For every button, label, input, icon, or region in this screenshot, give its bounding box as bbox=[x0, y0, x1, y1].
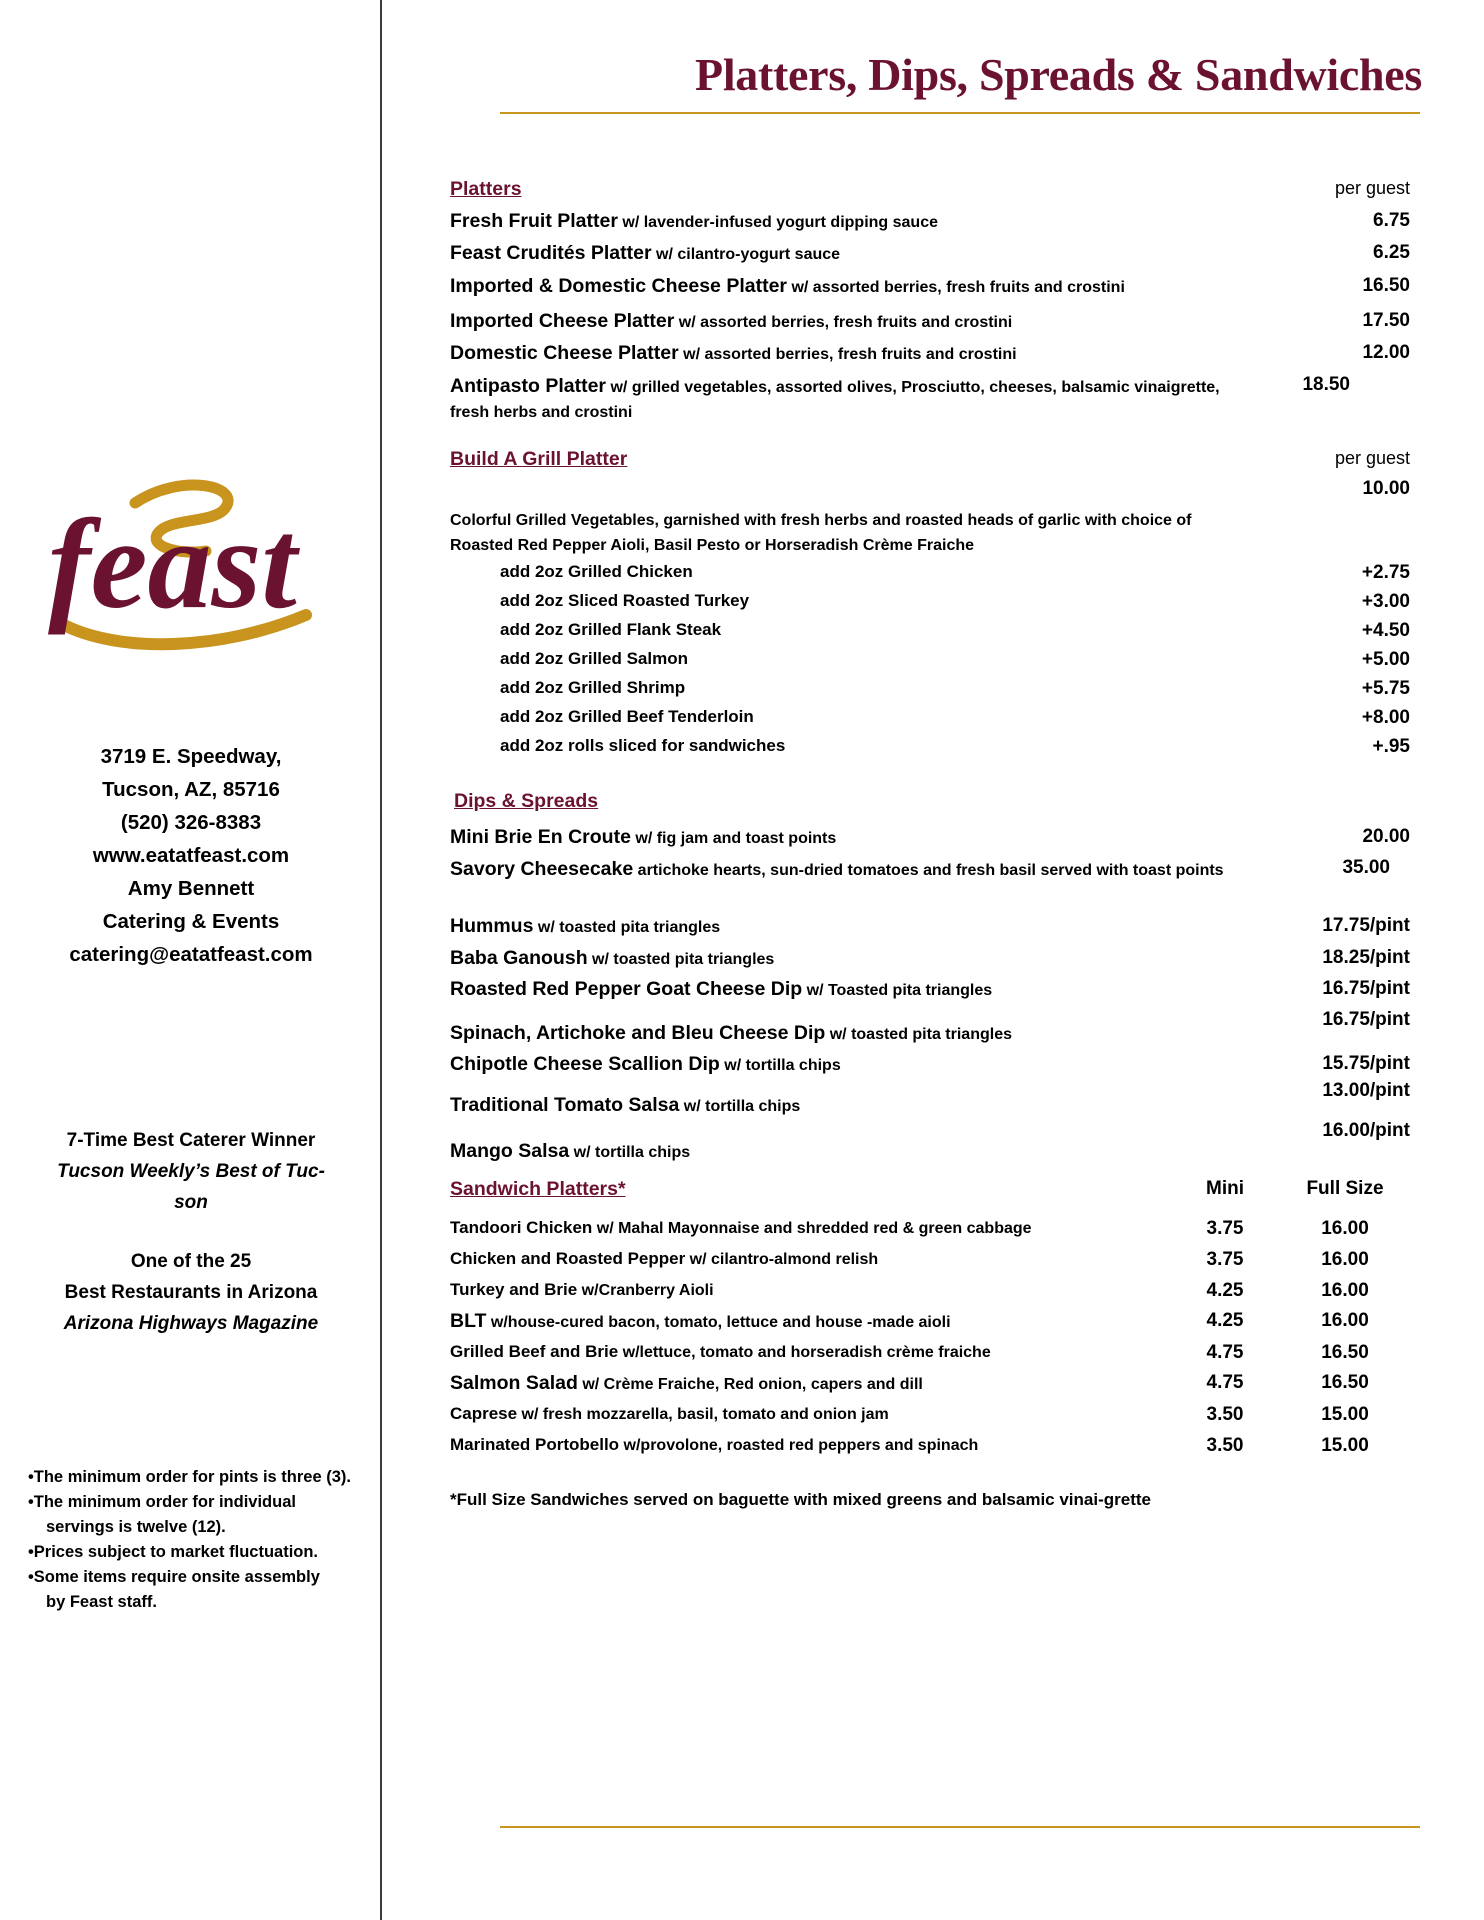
item-desc: w/ cilantro-almond relish bbox=[685, 1251, 879, 1268]
addon-price: +2.75 bbox=[1361, 562, 1410, 583]
price-full: 16.00 bbox=[1321, 1249, 1369, 1270]
item-desc: w/ tortilla chips bbox=[679, 1098, 801, 1115]
addon-row bbox=[500, 620, 1410, 642]
addon-price: +.95 bbox=[1372, 736, 1410, 757]
price-mini: 3.75 bbox=[1206, 1218, 1244, 1239]
item-desc: w/ assorted berries, fresh fruits and crostini bbox=[787, 279, 1125, 296]
item-price: 18.50 bbox=[1302, 374, 1350, 395]
addon-row bbox=[500, 678, 1410, 700]
section-header-platters bbox=[450, 178, 1410, 201]
addon-price: +5.75 bbox=[1361, 678, 1410, 699]
addon-name: add 2oz rolls sliced for sandwiches bbox=[500, 736, 786, 755]
price-full: 16.50 bbox=[1321, 1342, 1369, 1363]
addon-name: add 2oz Grilled Chicken bbox=[500, 562, 693, 581]
section-header-dips bbox=[454, 790, 1414, 813]
menu-item-row bbox=[450, 915, 1410, 938]
addon-row bbox=[500, 707, 1410, 729]
item-price: 12.00 bbox=[1362, 342, 1410, 363]
item-price: 17.75/pint bbox=[1322, 915, 1410, 936]
item-name: Tandoori Chicken bbox=[450, 1218, 593, 1237]
award-caterer-source-2: son bbox=[174, 1192, 208, 1213]
menu-item-row bbox=[450, 1009, 1410, 1045]
note-item bbox=[28, 1565, 358, 1615]
item-price: 17.50 bbox=[1362, 310, 1410, 331]
item-desc: w/ toasted pita triangles bbox=[587, 951, 775, 968]
table-row bbox=[450, 1280, 1410, 1302]
price-mini: 4.75 bbox=[1206, 1342, 1244, 1363]
svg-text:feast: feast bbox=[48, 493, 297, 635]
bottom-divider bbox=[500, 1826, 1420, 1828]
platters-unit-label: per guest bbox=[1334, 178, 1410, 198]
item-name: Mini Brie En Croute bbox=[450, 826, 631, 848]
item-name: Feast Crudités Platter bbox=[450, 242, 652, 264]
item-desc: w/lettuce, tomato and horseradish crème fraiche bbox=[618, 1344, 991, 1361]
website-url: www.eatatfeast.com bbox=[92, 844, 290, 867]
item-price: 16.50 bbox=[1362, 275, 1410, 296]
section-title-dips: Dips & Spreads bbox=[454, 790, 599, 812]
addon-name: add 2oz Grilled Beef Tenderloin bbox=[500, 707, 754, 726]
item-desc: w/ Mahal Mayonnaise and shredded red & green cabbage bbox=[592, 1220, 1032, 1237]
table-row bbox=[450, 1342, 1410, 1364]
column-header-full: Full Size bbox=[1306, 1178, 1384, 1199]
item-name: Fresh Fruit Platter bbox=[450, 210, 618, 232]
item-name: Chicken and Roasted Pepper bbox=[450, 1249, 686, 1268]
item-name: Domestic Cheese Platter bbox=[450, 342, 679, 364]
price-mini: 4.75 bbox=[1206, 1372, 1244, 1393]
item-price: 18.25/pint bbox=[1322, 947, 1410, 968]
menu-item-row bbox=[450, 242, 1410, 265]
item-price: 6.75 bbox=[1373, 210, 1410, 231]
sidebar bbox=[0, 0, 382, 1920]
section-title-sandwiches: Sandwich Platters* bbox=[450, 1178, 626, 1200]
item-name: Grilled Beef and Brie bbox=[450, 1342, 619, 1361]
menu-item-row bbox=[450, 857, 1410, 883]
note-text: •The minimum order for pints is three bbox=[28, 1468, 322, 1486]
contact-role: Catering & Events bbox=[102, 910, 280, 933]
addon-price: +8.00 bbox=[1361, 707, 1410, 728]
price-full: 16.50 bbox=[1321, 1372, 1369, 1393]
addon-name: add 2oz Sliced Roasted Turkey bbox=[500, 591, 750, 610]
menu-item-row bbox=[450, 210, 1410, 233]
table-row bbox=[450, 1310, 1410, 1333]
item-price: 16.75/pint bbox=[1322, 1009, 1410, 1030]
award-restaurant-title-2: Best Restaurants in Arizona bbox=[64, 1282, 318, 1303]
item-desc: w/ Crème Fraiche, Red onion, capers and dill bbox=[577, 1376, 923, 1393]
sandwiches-footnote-row bbox=[450, 1488, 1210, 1511]
item-name: BLT bbox=[450, 1310, 487, 1332]
price-full: 15.00 bbox=[1321, 1404, 1369, 1425]
award-caterer-title: 7-Time Best Caterer Winner bbox=[66, 1130, 316, 1151]
section-title-grill: Build A Grill Platter bbox=[450, 448, 628, 470]
title-divider bbox=[500, 112, 1420, 114]
item-desc: w/ toasted pita triangles bbox=[825, 1026, 1012, 1043]
awards-spacer bbox=[18, 1218, 364, 1246]
addon-row bbox=[500, 591, 1410, 613]
item-name: Imported & Domestic Cheese Platter bbox=[450, 275, 788, 297]
note-item bbox=[28, 1540, 358, 1565]
item-desc: w/ Toasted pita triangles bbox=[802, 982, 993, 999]
menu-item-row bbox=[450, 978, 1410, 1001]
addon-price: +5.00 bbox=[1361, 649, 1410, 670]
note-item bbox=[28, 1490, 358, 1540]
item-name: Turkey and Brie bbox=[450, 1280, 578, 1299]
item-name: Spinach, Artichoke and Bleu Cheese Dip bbox=[450, 1022, 826, 1044]
item-price: 15.75/pint bbox=[1322, 1053, 1410, 1074]
table-row bbox=[450, 1404, 1410, 1426]
table-row bbox=[450, 1372, 1410, 1395]
item-name: Hummus bbox=[450, 915, 534, 937]
menu-item-row bbox=[450, 374, 1410, 425]
address-line-city: Tucson, AZ, 85716 bbox=[102, 778, 280, 801]
item-price: 35.00 bbox=[1342, 857, 1390, 878]
menu-item-row bbox=[450, 275, 1410, 298]
addon-name: add 2oz Grilled Salmon bbox=[500, 649, 688, 668]
price-mini: 3.50 bbox=[1206, 1435, 1244, 1456]
item-name: Antipasto Platter bbox=[450, 375, 607, 397]
item-price: 16.75/pint bbox=[1322, 978, 1410, 999]
section-title-platters: Platters bbox=[450, 178, 522, 200]
item-desc: w/ assorted berries, fresh fruits and crostini bbox=[674, 314, 1013, 331]
address-line-street: 3719 E. Speedway, bbox=[100, 745, 282, 768]
item-name: Savory Cheesecake bbox=[450, 858, 634, 880]
menu-item-row bbox=[450, 342, 1410, 365]
price-full: 16.00 bbox=[1321, 1218, 1369, 1239]
contact-name: Amy Bennett bbox=[127, 877, 255, 900]
item-desc: w/ cilantro-yogurt sauce bbox=[651, 246, 841, 263]
item-name: Marinated Portobello bbox=[450, 1435, 620, 1454]
menu-item-row bbox=[450, 826, 1410, 849]
item-desc: w/ grilled vegetables, assorted olives, Prosciutto, cheeses, balsamic vinaigrette, fresh herbs and crostini bbox=[450, 379, 1220, 421]
table-row bbox=[450, 1249, 1410, 1271]
item-desc: w/ fig jam and toast points bbox=[630, 830, 837, 847]
grill-base-price: 10.00 bbox=[1362, 478, 1410, 499]
note-text-cont: by Feast staff. bbox=[46, 1593, 157, 1611]
item-desc: w/ tortilla chips bbox=[719, 1057, 841, 1074]
menu-item-row bbox=[450, 1120, 1410, 1163]
menu-item-row bbox=[450, 1080, 1410, 1117]
price-mini: 4.25 bbox=[1206, 1280, 1244, 1301]
item-name: Mango Salsa bbox=[450, 1140, 570, 1162]
item-desc: w/house-cured bacon, tomato, lettuce and house -made aioli bbox=[486, 1314, 951, 1331]
menu-item-row bbox=[450, 947, 1410, 970]
menu-item-row bbox=[450, 310, 1410, 333]
grill-description: Colorful Grilled Vegetables, garnished with fresh herbs and roasted heads of garlic with choice of Roasted Red Pepper Aioli, Basil Pesto or Horseradish Crème Fraiche bbox=[450, 512, 1192, 554]
addon-name: add 2oz Grilled Shrimp bbox=[500, 678, 686, 697]
item-name: Salmon Salad bbox=[450, 1372, 578, 1394]
item-desc: artichoke hearts, sun-dried tomatoes and fresh basil served with toast points bbox=[633, 862, 1224, 879]
note-text-cont: (3). bbox=[326, 1468, 351, 1486]
item-name: Chipotle Cheese Scallion Dip bbox=[450, 1053, 720, 1075]
item-desc: w/provolone, roasted red peppers and spinach bbox=[619, 1437, 979, 1454]
order-notes bbox=[28, 1465, 358, 1615]
item-name: Baba Ganoush bbox=[450, 947, 588, 969]
item-name: Imported Cheese Platter bbox=[450, 310, 675, 332]
item-price: 20.00 bbox=[1362, 826, 1410, 847]
item-desc: w/ fresh mozzarella, basil, tomato and onion jam bbox=[517, 1406, 889, 1423]
price-mini: 3.50 bbox=[1206, 1404, 1244, 1425]
contact-block bbox=[10, 740, 372, 971]
awards-block bbox=[18, 1125, 364, 1339]
item-desc: w/ lavender-infused yogurt dipping sauce bbox=[617, 214, 938, 231]
addon-name: add 2oz Grilled Flank Steak bbox=[500, 620, 722, 639]
section-header-grill bbox=[450, 448, 1410, 471]
price-mini: 3.75 bbox=[1206, 1249, 1244, 1270]
grill-description-row bbox=[450, 508, 1240, 558]
price-full: 15.00 bbox=[1321, 1435, 1369, 1456]
award-caterer-source-1: Tucson Weekly’s Best of Tuc- bbox=[57, 1161, 325, 1182]
item-name: Caprese bbox=[450, 1404, 518, 1423]
award-restaurant-source: Arizona Highways Magazine bbox=[63, 1313, 319, 1334]
item-price: 13.00/pint bbox=[1322, 1080, 1410, 1101]
note-text: •Prices subject to market fluctuation. bbox=[28, 1543, 319, 1561]
menu-item-row bbox=[450, 1053, 1410, 1076]
price-mini: 4.25 bbox=[1206, 1310, 1244, 1331]
item-name: Traditional Tomato Salsa bbox=[450, 1094, 680, 1116]
award-restaurant-title-1: One of the 25 bbox=[130, 1251, 252, 1272]
note-text-cont: servings is twelve (12). bbox=[46, 1518, 226, 1536]
item-desc: w/ assorted berries, fresh fruits and crostini bbox=[678, 346, 1017, 363]
section-header-sandwiches bbox=[450, 1178, 1410, 1201]
item-price: 16.00/pint bbox=[1322, 1120, 1410, 1141]
contact-email: catering@eatatfeast.com bbox=[69, 943, 313, 966]
addon-price: +4.50 bbox=[1361, 620, 1410, 641]
item-desc: w/ tortilla chips bbox=[569, 1144, 691, 1161]
sandwiches-footnote: *Full Size Sandwiches served on baguette with mixed greens and balsamic vinai-grette bbox=[450, 1490, 1151, 1509]
grill-unit-label: per guest bbox=[1334, 448, 1410, 468]
item-desc: w/Cranberry Aioli bbox=[577, 1282, 714, 1299]
grill-base-price-row bbox=[1300, 478, 1410, 500]
item-price: 6.25 bbox=[1373, 242, 1410, 263]
addon-row bbox=[500, 736, 1410, 758]
item-name: Roasted Red Pepper Goat Cheese Dip bbox=[450, 978, 803, 1000]
addon-price: +3.00 bbox=[1361, 591, 1410, 612]
menu-main bbox=[382, 0, 1484, 1920]
addon-row bbox=[500, 649, 1410, 671]
price-full: 16.00 bbox=[1321, 1280, 1369, 1301]
table-row bbox=[450, 1435, 1410, 1457]
addon-row bbox=[500, 562, 1410, 584]
page-title: Platters, Dips, Spreads & Sandwiches bbox=[695, 49, 1422, 100]
phone-number: (520) 326-8383 bbox=[120, 811, 262, 834]
feast-logo bbox=[30, 455, 360, 685]
item-desc: w/ toasted pita triangles bbox=[533, 919, 721, 936]
table-row bbox=[450, 1218, 1410, 1240]
note-text: •Some items require onsite assembly bbox=[28, 1568, 320, 1586]
note-text: •The minimum order for individual bbox=[28, 1493, 296, 1511]
column-header-mini: Mini bbox=[1206, 1178, 1244, 1199]
note-item bbox=[28, 1465, 358, 1490]
price-full: 16.00 bbox=[1321, 1310, 1369, 1331]
